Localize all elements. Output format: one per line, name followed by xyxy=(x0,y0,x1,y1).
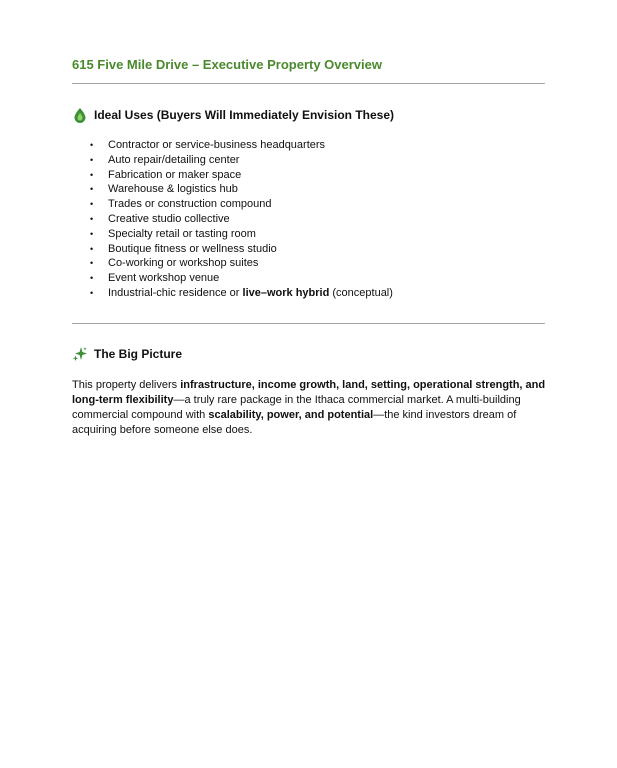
list-item: • Contractor or service-business headquarters xyxy=(90,138,393,153)
list-item: • Specialty retail or tasting room xyxy=(90,227,393,242)
paragraph-text: —the kind investors dream of acquiring before someone else does. xyxy=(72,409,517,436)
list-item-bold-text: live–work hybrid xyxy=(242,286,330,299)
list-item-text: Industrial-chic residence or xyxy=(108,286,243,299)
big-picture-heading xyxy=(72,346,182,362)
divider xyxy=(72,323,545,324)
list-item: • Auto repair/detailing center xyxy=(90,153,393,168)
leaf-drop-icon xyxy=(72,107,88,123)
list-item: • Co-working or workshop suites xyxy=(90,256,393,271)
list-item xyxy=(90,286,393,301)
big-picture-heading-text: The Big Picture xyxy=(94,347,183,361)
document-title: 615 Five Mile Drive – Executive Property Overview xyxy=(72,57,382,72)
ideal-uses-heading xyxy=(72,107,394,123)
paragraph-bold-text: scalability, power, and potential xyxy=(208,409,374,421)
divider xyxy=(72,83,545,84)
list-item: • Event workshop venue xyxy=(90,271,393,286)
list-item-text: (conceptual) xyxy=(329,286,393,299)
paragraph-text: —a truly rare package in the Ithaca commercial market. A multi-building commercial compound with xyxy=(72,394,521,421)
list-item: • Creative studio collective xyxy=(90,212,393,227)
list-item: • Warehouse & logistics hub xyxy=(90,182,393,197)
list-item: • Boutique fitness or wellness studio xyxy=(90,242,393,257)
list-item: • Fabrication or maker space xyxy=(90,168,393,183)
paragraph-bold-text: infrastructure, income growth, land, setting, operational strength, and long-term flexibility xyxy=(72,379,546,406)
paragraph-text: This property delivers xyxy=(72,379,181,391)
big-picture-paragraph xyxy=(72,378,552,438)
list-item: • Trades or construction compound xyxy=(90,197,393,212)
ideal-uses-heading-text: Ideal Uses (Buyers Will Immediately Envision These) xyxy=(94,108,394,122)
sparkles-icon xyxy=(72,346,88,362)
ideal-uses-list xyxy=(90,138,393,301)
